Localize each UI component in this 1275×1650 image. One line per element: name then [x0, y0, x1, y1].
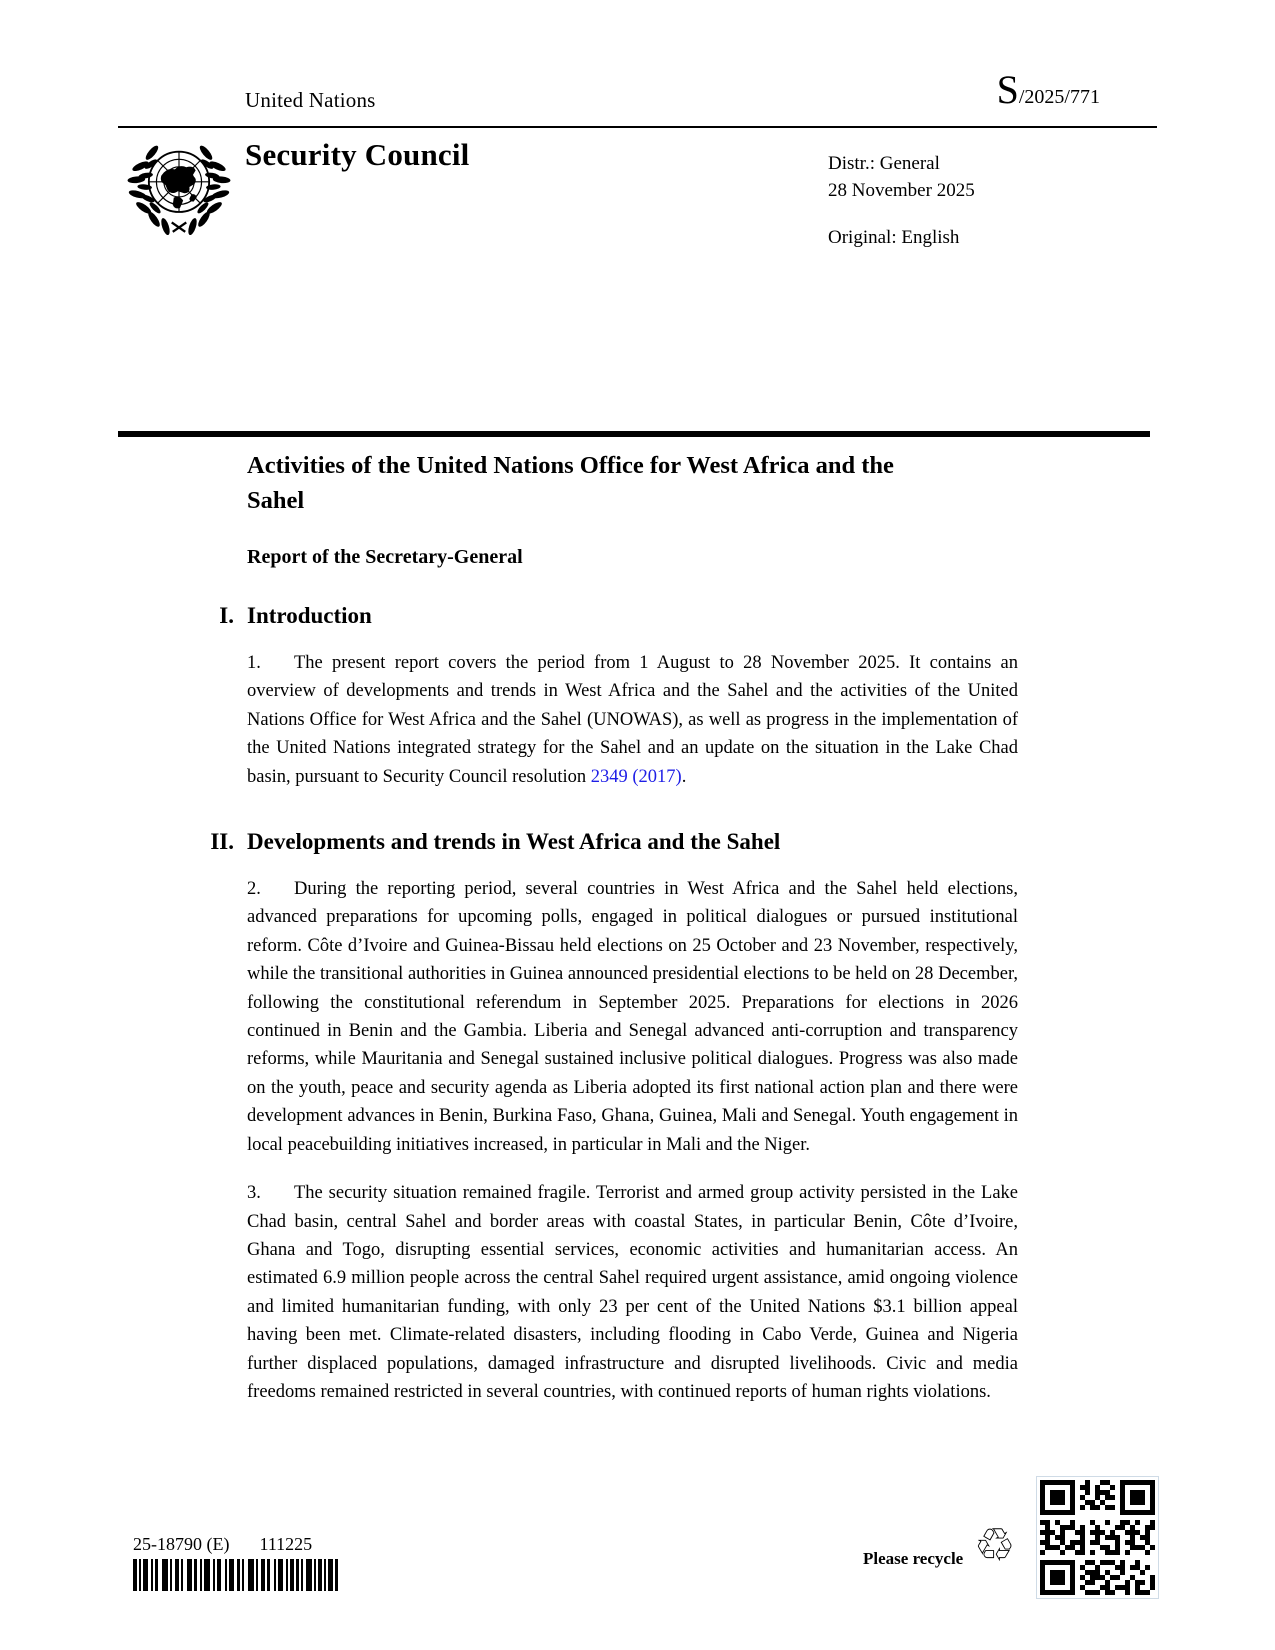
qr-code-image	[1036, 1476, 1159, 1599]
document-symbol-letter: S	[996, 67, 1019, 112]
paragraph-3	[247, 1179, 1018, 1406]
document-title: Activities of the United Nations Office for West Africa and the Sahel	[247, 452, 894, 514]
un-emblem-icon	[127, 134, 231, 238]
title-divider	[118, 431, 1150, 437]
document-subtitle: Report of the Secretary-General	[247, 546, 523, 568]
recycle-label: Please recycle	[863, 1549, 964, 1568]
recycle-icon: ♲	[974, 1518, 1016, 1572]
date-line: 28 November 2025	[828, 180, 975, 201]
main-content	[210, 440, 1018, 1406]
original-language-line: Original: English	[828, 227, 960, 248]
org-name: United Nations	[245, 88, 376, 112]
paragraph-text: The present report covers the period from 1 August to 28 November 2025. It contains an overview of developments and trends in West Africa and the Sahel and the activities of the United Nations Office for West Africa and the Sahel (UNOWAS), as well as progress in the implementation of the United Nations integrated strategy for the Sahel and an update on the situation in the Lake Chad basin, pursuant to Security Council resolution	[247, 653, 1018, 787]
header-divider	[118, 126, 1157, 128]
paragraph-number: 2.	[247, 879, 261, 900]
section-heading-label: Introduction	[247, 603, 372, 628]
section-numeral: II.	[210, 829, 234, 855]
barcode-image	[133, 1559, 345, 1591]
section-numeral: I.	[219, 603, 234, 628]
section-heading-label: Developments and trends in West Africa and the Sahel	[247, 829, 781, 855]
paragraph-text: During the reporting period, several countries in West Africa and the Sahel held elections, advanced preparations for upcoming polls, engaged in political dialogues or pursued institutional reform. Côte d’Ivoire and Guinea-Bissau held elections on 25 October and 23 November, respectively, while the transitional authorities in Guinea announced presidential elections to be held on 28 December, following the constitutional referendum in September 2025. Preparations for elections in 2026 continued in Benin and the Gambia. Liberia and Senegal advanced anti-corruption and transparency reforms, while Mauritania and Senegal sustained inclusive political dialogues. Progress was also made on the youth, peace and security agenda as Liberia adopted its first national action plan and there were development advances in Benin, Burkina Faso, Ghana, Guinea, Mali and Senegal. Youth engagement in local peacebuilding initiatives increased, in particular in Mali and the Niger.	[247, 879, 1018, 1155]
document-symbol-number: /2025/771	[1018, 86, 1100, 108]
distribution-block	[828, 150, 975, 251]
paragraph-text-end: .	[681, 766, 687, 787]
distr-line: Distr.: General	[828, 153, 940, 174]
paragraph-number: 3.	[247, 1183, 261, 1204]
resolution-link[interactable]: 2349 (2017)	[590, 766, 682, 787]
paragraph-2	[247, 875, 1018, 1159]
document-symbol	[996, 67, 1100, 112]
paragraph-text: The security situation remained fragile. Terrorist and armed group activity persisted in the Lake Chad basin, central Sahel and border areas with coastal States, in particular Benin, Côte d’Ivoire, Ghana and Togo, disrupting essential services, economic activities and humanitarian access. An estimated 6.9 million people across the central Sahel required urgent assistance, amid ongoing violence and limited humanitarian funding, with only 23 per cent of the United Nations $3.1 billion appeal having been met. Climate-related disasters, including flooding in Cabo Verde, Guinea and Nigeria further displaced populations, damaged infrastructure and disrupted livelihoods. Civic and media freedoms remained restricted in several countries, with continued reports of human rights violations.	[247, 1183, 1018, 1402]
job-number-line	[133, 1534, 312, 1555]
paragraph-number: 1.	[247, 653, 261, 673]
date-code: 111225	[259, 1534, 313, 1554]
section-heading-developments	[210, 829, 1018, 855]
job-number: 25-18790 (E)	[133, 1534, 230, 1554]
section-heading-introduction	[219, 603, 1018, 629]
body-name: Security Council	[245, 137, 470, 172]
paragraph-1	[247, 649, 1018, 791]
